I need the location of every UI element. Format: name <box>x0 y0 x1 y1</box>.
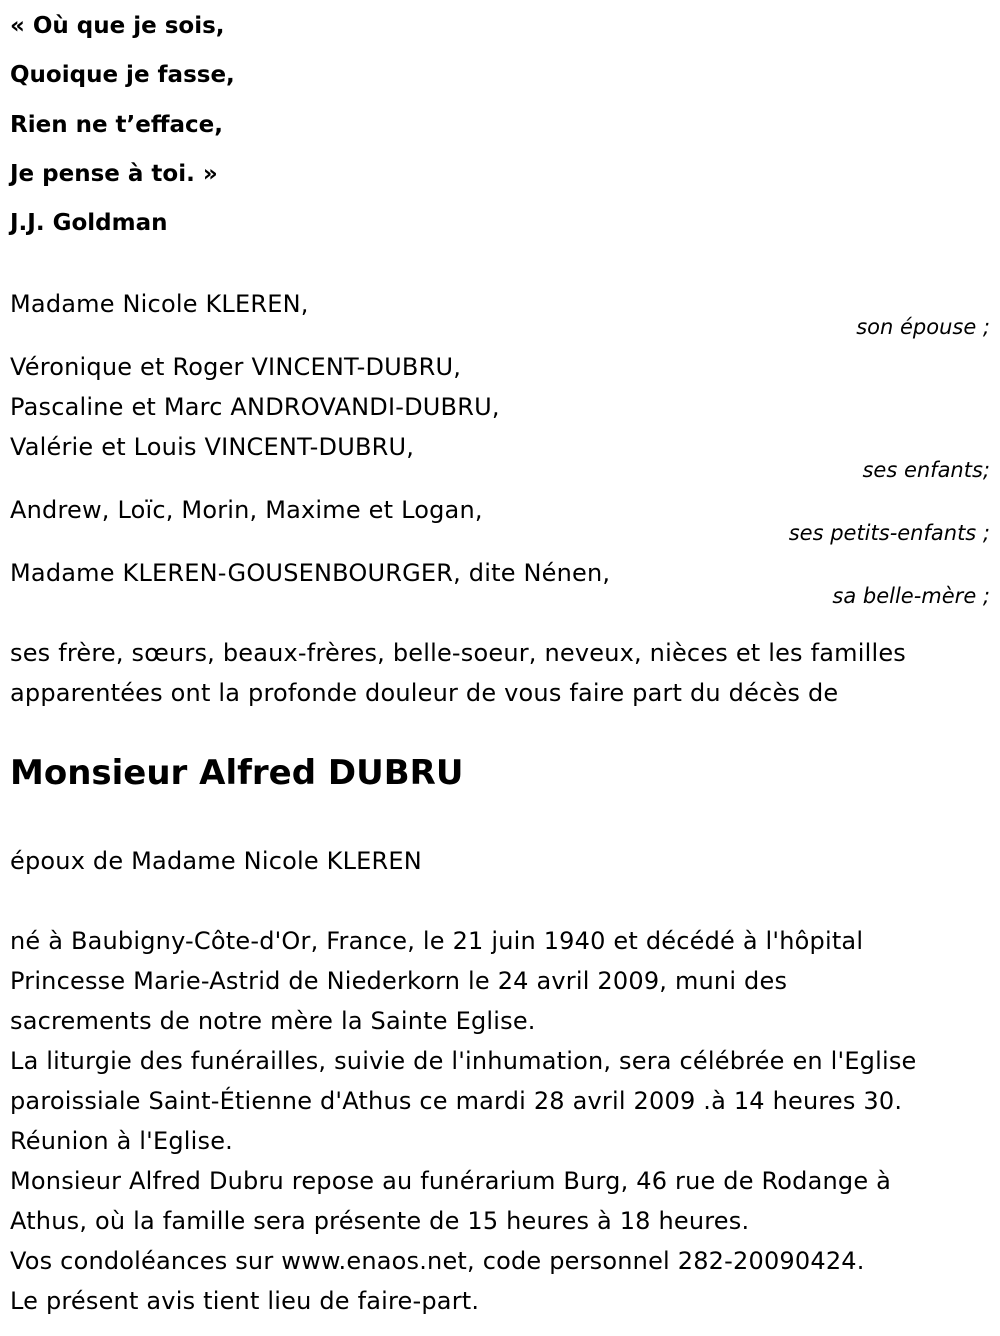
spouse-role: son épouse ; <box>856 315 990 339</box>
announcement-line-2: apparentées ont la profonde douleur de vous faire part du décès de <box>10 679 839 707</box>
detail-line-1: né à Baubigny-Côte-d'Or, France, le 21 juin 1940 et décédé à l'hôpital <box>10 927 864 955</box>
quote-line-2: Quoique je fasse, <box>10 62 235 88</box>
child-2: Pascaline et Marc ANDROVANDI-DUBRU, <box>10 393 500 421</box>
mother-in-law-name: Madame KLEREN-GOUSENBOURGER, dite Nénen, <box>10 559 611 587</box>
child-3: Valérie et Louis VINCENT-DUBRU, <box>10 433 415 461</box>
detail-line-7: Monsieur Alfred Dubru repose au funérarium Burg, 46 rue de Rodange à <box>10 1167 892 1195</box>
detail-line-10: Le présent avis tient lieu de faire-part. <box>10 1287 480 1315</box>
detail-line-6: Réunion à l'Eglise. <box>10 1127 234 1155</box>
quote-line-3: Rien ne t’efface, <box>10 112 224 138</box>
children-role: ses enfants; <box>862 458 990 482</box>
mother-in-law-role: sa belle-mère ; <box>832 584 990 608</box>
quote-author: J.J. Goldman <box>10 210 168 236</box>
deceased-relation: époux de Madame Nicole KLEREN <box>10 847 422 875</box>
detail-line-9: Vos condoléances sur www.enaos.net, code personnel 282-20090424. <box>10 1247 865 1275</box>
detail-line-8: Athus, où la famille sera présente de 15 heures à 18 heures. <box>10 1207 750 1235</box>
announcement-line-1: ses frère, sœurs, beaux-frères, belle-soeur, neveux, nièces et les familles <box>10 639 907 667</box>
spouse-name: Madame Nicole KLEREN, <box>10 290 309 318</box>
quote-line-4: Je pense à toi. » <box>10 161 218 187</box>
detail-line-4: La liturgie des funérailles, suivie de l'inhumation, sera célébrée en l'Eglise <box>10 1047 917 1075</box>
detail-line-2: Princesse Marie-Astrid de Niederkorn le 24 avril 2009, muni des <box>10 967 788 995</box>
grandchildren-names: Andrew, Loïc, Morin, Maxime et Logan, <box>10 496 483 524</box>
child-1: Véronique et Roger VINCENT-DUBRU, <box>10 353 462 381</box>
deceased-name: Monsieur Alfred DUBRU <box>10 753 464 793</box>
grandchildren-role: ses petits-enfants ; <box>788 521 990 545</box>
quote-line-1: « Où que je sois, <box>10 13 225 39</box>
detail-line-5: paroissiale Saint-Étienne d'Athus ce mardi 28 avril 2009 .à 14 heures 30. <box>10 1087 903 1115</box>
detail-line-3: sacrements de notre mère la Sainte Eglise. <box>10 1007 536 1035</box>
